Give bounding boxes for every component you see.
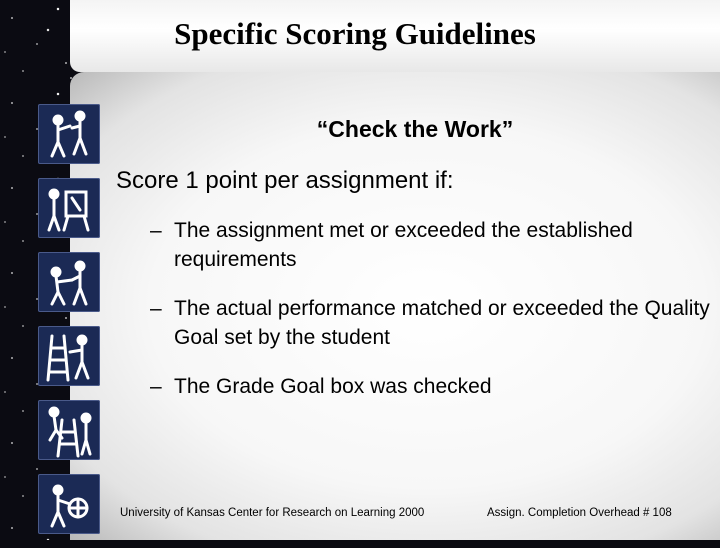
bullet-list (150, 216, 710, 421)
footer-credit: University of Kansas Center for Research on Learning 2000 (120, 507, 425, 519)
bullet-dash: – (150, 297, 162, 320)
figures-globe-icon (38, 474, 100, 534)
bullet-item (150, 294, 710, 352)
bullet-dash: – (150, 375, 162, 398)
slide-subtitle: “Check the Work” (316, 116, 514, 142)
bullet-text: The assignment met or exceeded the established requirements (174, 219, 633, 271)
bullet-text: The Grade Goal box was checked (174, 375, 492, 398)
figures-ladder-icon (38, 326, 100, 386)
bullet-item (150, 372, 710, 401)
bullet-item (150, 216, 710, 274)
figures-climbing-ladder-icon (38, 400, 100, 460)
bullet-text: The actual performance matched or exceeded the Quality Goal set by the student (174, 297, 710, 349)
lead-text: Score 1 point per assignment if: (116, 167, 454, 194)
slide-title: Specific Scoring Guidelines (174, 16, 536, 51)
figures-easel-icon (38, 178, 100, 238)
footer-overhead-number: Assign. Completion Overhead # 108 (487, 507, 672, 519)
figures-pulling-icon (38, 252, 100, 312)
icon-strip (38, 104, 100, 548)
bullet-dash: – (150, 219, 162, 242)
